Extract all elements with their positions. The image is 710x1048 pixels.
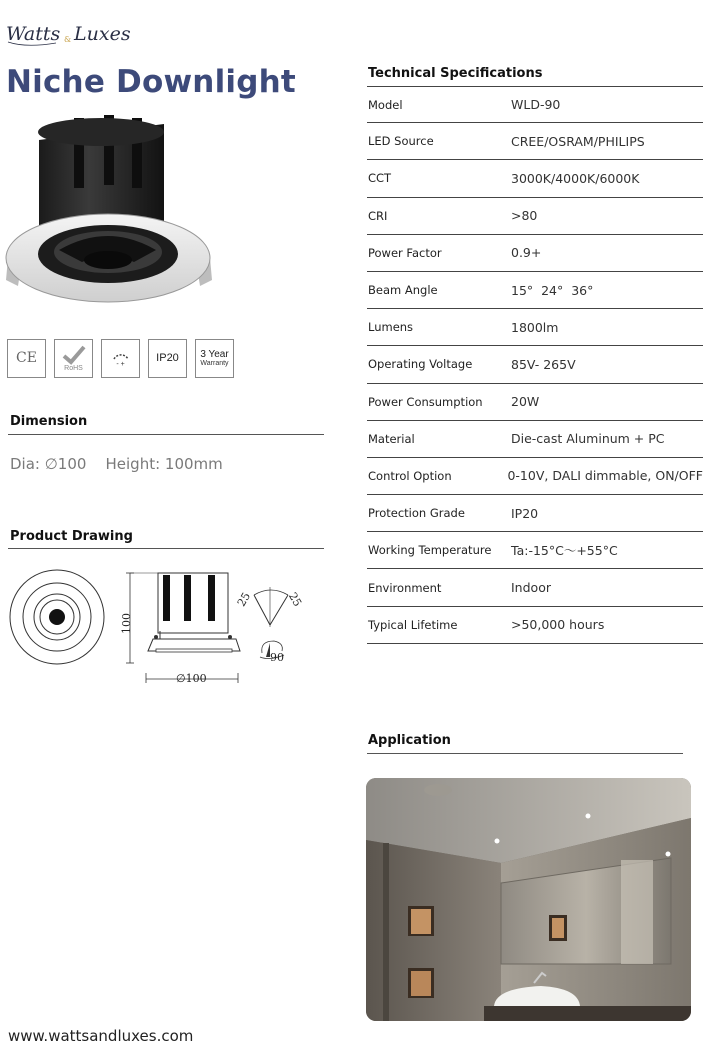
brand-logo-mark <box>6 12 136 52</box>
drawing-heading: Product Drawing <box>10 529 133 544</box>
ce-mark-icon: CE <box>7 339 46 378</box>
spec-label: Model <box>368 97 403 112</box>
drawing-angle-left-label: 25 <box>234 590 254 609</box>
spec-value: 0-10V, DALI dimmable, ON/OFF <box>507 468 703 484</box>
spec-label: Beam Angle <box>368 283 438 298</box>
spec-value: 20W <box>511 394 540 410</box>
spec-row <box>367 198 703 235</box>
drawing-rotation-label: 90 <box>270 651 284 664</box>
spec-row <box>367 235 703 272</box>
spec-value: 3000K/4000K/6000K <box>511 170 640 186</box>
spec-row <box>367 160 703 197</box>
spec-label: Power Consumption <box>368 394 483 409</box>
spec-label: Operating Voltage <box>368 357 473 372</box>
certification-badges <box>7 339 234 378</box>
spec-value: CREE/OSRAM/PHILIPS <box>511 133 645 149</box>
spec-value: 0.9+ <box>511 245 542 261</box>
brand-logo <box>6 12 136 52</box>
side-view-drawing <box>126 573 240 683</box>
rohs-check-icon: RoHS <box>54 339 93 378</box>
drawing-divider <box>8 548 324 549</box>
spec-value: 15° 24° 36° <box>511 282 594 298</box>
spec-row <box>367 272 703 309</box>
spec-value: 85V- 265V <box>511 356 576 372</box>
svg-text:Watts: Watts <box>6 23 61 45</box>
dimension-heading: Dimension <box>10 414 88 429</box>
svg-text:Luxes: Luxes <box>74 23 131 45</box>
drawing-angle-right-label: 25 <box>285 590 305 609</box>
spec-value: Die-cast Aluminum + PC <box>511 431 665 447</box>
spec-row <box>367 495 703 532</box>
spec-label: Material <box>368 431 415 446</box>
page-title: Niche Downlight <box>6 64 296 100</box>
dimension-divider <box>8 434 324 435</box>
spec-label: Control Option <box>368 468 452 483</box>
spec-value: WLD-90 <box>511 97 561 113</box>
spec-label: Typical Lifetime <box>368 617 458 632</box>
spec-label: Protection Grade <box>368 506 465 521</box>
specs-table <box>367 86 703 644</box>
spec-row <box>367 86 703 123</box>
dimension-text: Dia: ∅100 Height: 100mm <box>10 455 223 473</box>
application-heading: Application <box>368 733 451 748</box>
footer-website[interactable]: www.wattsandluxes.com <box>8 1027 194 1045</box>
spec-value: >80 <box>511 208 538 224</box>
spec-row <box>367 123 703 160</box>
specs-heading: Technical Specifications <box>368 66 543 81</box>
product-photo <box>4 110 214 310</box>
spec-row <box>367 384 703 421</box>
spec-value: IP20 <box>511 505 539 521</box>
spec-row <box>367 309 703 346</box>
spec-label: CRI <box>368 208 388 223</box>
spec-label: Power Factor <box>368 245 442 260</box>
spec-row <box>367 607 703 644</box>
beam-angle-drawing <box>254 587 288 627</box>
spec-label: CCT <box>368 171 392 186</box>
spec-row <box>367 569 703 606</box>
svg-text:&: & <box>64 35 72 44</box>
spec-value: Indoor <box>511 580 551 596</box>
spec-label: Working Temperature <box>368 543 492 558</box>
spec-row <box>367 532 703 569</box>
spec-value: Ta:-15°C～+55°C <box>511 543 618 559</box>
drawing-height-label: 100 <box>120 613 133 634</box>
spec-value: 1800lm <box>511 319 559 335</box>
ip-rating-badge: IP20 <box>148 339 187 378</box>
dimmable-icon: - + <box>101 339 140 378</box>
spec-label: Environment <box>368 580 442 595</box>
spec-value: >50,000 hours <box>511 617 605 633</box>
product-drawing <box>8 565 328 690</box>
warranty-badge: 3 Year Warranty <box>195 339 234 378</box>
spec-row <box>367 346 703 383</box>
application-divider <box>367 753 683 754</box>
application-photo <box>366 778 691 1021</box>
spec-label: Lumens <box>368 320 414 335</box>
spec-row <box>367 458 703 495</box>
spec-row <box>367 421 703 458</box>
front-view-drawing <box>10 570 104 664</box>
spec-label: LED Source <box>368 134 434 149</box>
drawing-diameter-label: ∅100 <box>176 672 207 685</box>
